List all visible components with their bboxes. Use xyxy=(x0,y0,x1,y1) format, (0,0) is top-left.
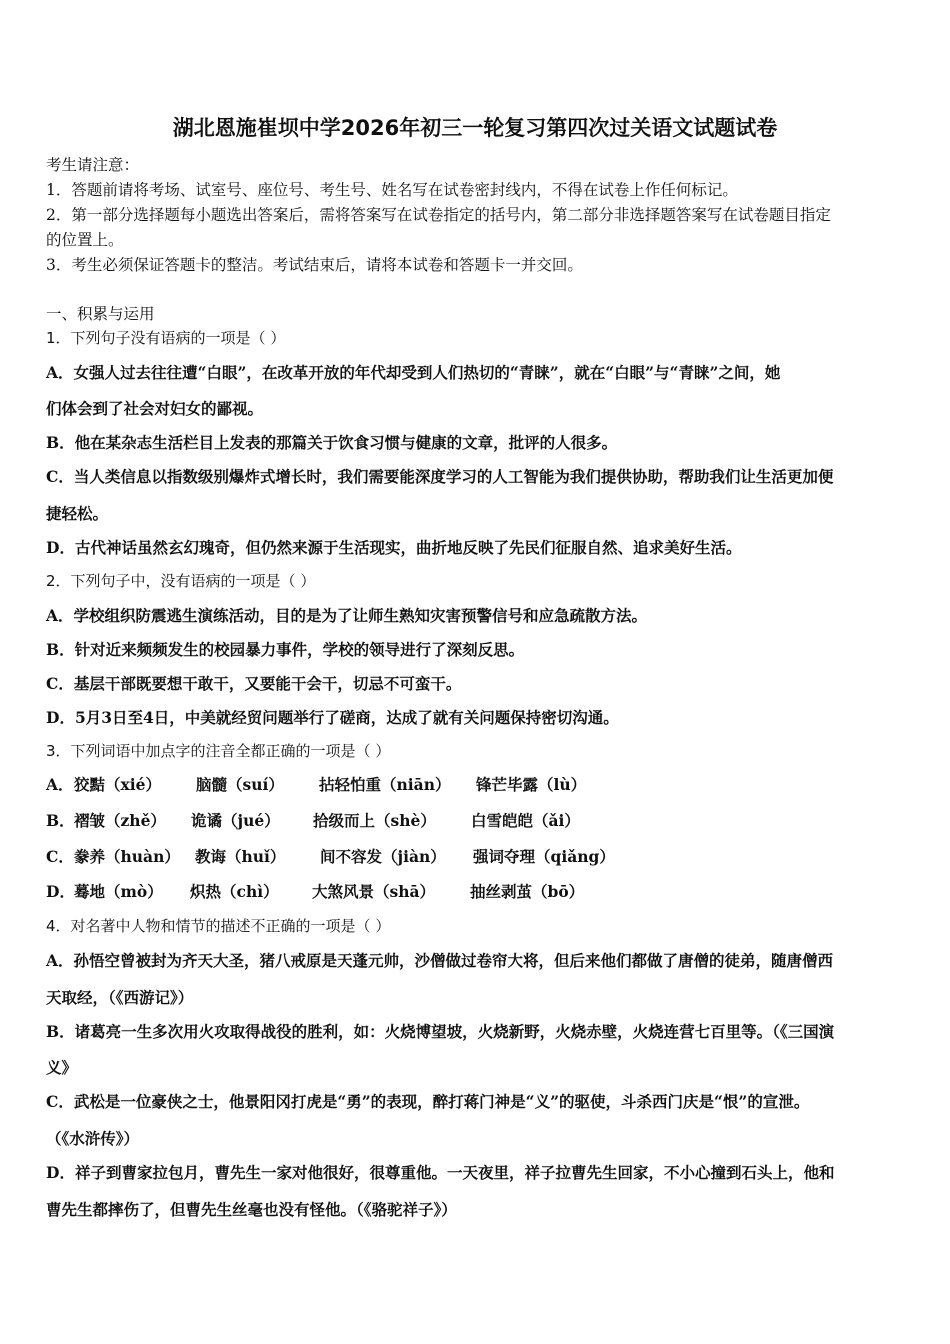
q4-option-b-cont: 义》 xyxy=(46,1058,78,1077)
q3-stem: 3．下列词语中加点字的注音全都正确的一项是（ ） xyxy=(46,742,391,760)
notice-item-1: 1．答题前请将考场、试室号、座位号、考生号、姓名写在试卷密封线内，不得在试卷上作任何标记。 xyxy=(46,181,738,199)
word: 狡黠（xié） xyxy=(74,775,161,794)
word: 脑髓（suí） xyxy=(196,775,284,794)
notice-item-2: 2．第一部分选择题每小题选出答案后，需将答案写在试卷指定的括号内，第二部分非选择题答案写在试卷题目指定 xyxy=(46,206,831,224)
word: 锋芒毕露（lù） xyxy=(476,775,587,794)
q2-option-c: C．基层干部既要想干敢干，又要能干会干，切忌不可蛮干。 xyxy=(46,674,462,693)
q4-option-a: A．孙悟空曾被封为齐天大圣，猪八戒原是天蓬元帅，沙僧做过卷帘大将，但后来他们都做了唐僧的徒弟，随唐僧西 xyxy=(46,951,834,970)
option-label: D． xyxy=(46,882,75,901)
notice-item-2-cont: 的位置上。 xyxy=(46,231,124,249)
word: 强词夺理（qiǎng） xyxy=(473,847,615,866)
word: 抽丝剥茧（bō） xyxy=(470,882,585,901)
q3-option-b xyxy=(46,809,580,831)
q1-option-c: C．当人类信息以指数级别爆炸式增长时，我们需要能深度学习的人工智能为我们提供协助，帮助我们让生活更加便 xyxy=(46,467,834,486)
q2-option-a: A．学校组织防震逃生演练活动，目的是为了让师生熟知灾害预警信号和应急疏散方法。 xyxy=(46,606,648,625)
section-heading: 一、积累与运用 xyxy=(46,305,155,323)
option-label: B． xyxy=(46,811,75,830)
page-title: 湖北恩施崔坝中学2026年初三一轮复习第四次过关语文试题试卷 xyxy=(172,116,778,140)
option-label: C． xyxy=(46,847,74,866)
q1-option-a: A．女强人过去往往遭“白眼”，在改革开放的年代却受到人们热切的“青睐”，就在“白眼”与“青睐”之间，她 xyxy=(46,363,781,382)
q4-option-c: C．武松是一位豪侠之士，他景阳冈打虎是“勇”的表现，醉打蒋门神是“义”的驱使，斗杀西门庆是“恨”的宣泄。 xyxy=(46,1092,810,1111)
q4-option-d-cont: 曹先生都摔伤了，但曹先生丝毫也没有怪他。（《骆驼祥子》） xyxy=(46,1200,457,1219)
q1-stem: 1．下列句子没有语病的一项是（ ） xyxy=(46,329,286,347)
word: 诡谲（jué） xyxy=(191,811,280,830)
q4-option-c-cont: （《水浒传》） xyxy=(46,1129,140,1148)
word: 豢养（huàn） xyxy=(74,847,180,866)
option-label: A． xyxy=(46,775,74,794)
q2-option-b: B．针对近来频频发生的校园暴力事件，学校的领导进行了深刻反思。 xyxy=(46,640,525,659)
q4-option-d: D．祥子到曹家拉包月，曹先生一家对他很好，很尊重他。一天夜里，祥子拉曹先生回家，不小心撞到石头上，他和 xyxy=(46,1163,835,1182)
word: 教诲（huǐ） xyxy=(195,847,286,866)
word: 蓦地（mò） xyxy=(74,882,163,901)
q4-option-a-cont: 天取经，（《西游记》） xyxy=(46,988,194,1007)
word: 间不容发（jiàn） xyxy=(320,847,446,866)
q1-option-b: B．他在某杂志生活栏目上发表的那篇关于饮食习惯与健康的文章，批评的人很多。 xyxy=(46,433,618,452)
q2-stem: 2．下列句子中，没有语病的一项是（ ） xyxy=(46,572,316,590)
q1-option-d: D．古代神话虽然玄幻瑰奇，但仍然来源于生活现实，曲折地反映了先民们征服自然、追求美好生活。 xyxy=(46,538,742,557)
q2-option-d: D．5月3日至4日，中美就经贸问题举行了磋商，达成了就有关问题保持密切沟通。 xyxy=(46,708,619,727)
q4-option-b: B．诸葛亮一生多次用火攻取得战役的胜利，如：火烧博望坡，火烧新野，火烧赤壁，火烧连营七百里等。（《三国演 xyxy=(46,1022,835,1041)
q3-option-d xyxy=(46,880,584,902)
word: 大煞风景（shā） xyxy=(312,882,436,901)
notice-heading: 考生请注意： xyxy=(46,156,140,174)
q1-option-c-cont: 捷轻松。 xyxy=(46,504,109,523)
word: 拾级而上（shè） xyxy=(313,811,436,830)
q4-stem: 4．对名著中人物和情节的描述不正确的一项是（ ） xyxy=(46,917,391,935)
notice-item-3: 3．考生必须保证答题卡的整洁。考试结束后，请将本试卷和答题卡一并交回。 xyxy=(46,256,583,274)
word: 白雪皑皑（ǎi） xyxy=(471,811,580,830)
word: 褶皱（zhě） xyxy=(74,811,166,830)
word: 拈轻怕重（niān） xyxy=(319,775,451,794)
word: 炽热（chì） xyxy=(190,882,279,901)
q3-option-c xyxy=(46,845,615,867)
q1-option-a-cont: 们体会到了社会对妇女的鄙视。 xyxy=(46,399,264,418)
q3-option-a xyxy=(46,773,586,795)
